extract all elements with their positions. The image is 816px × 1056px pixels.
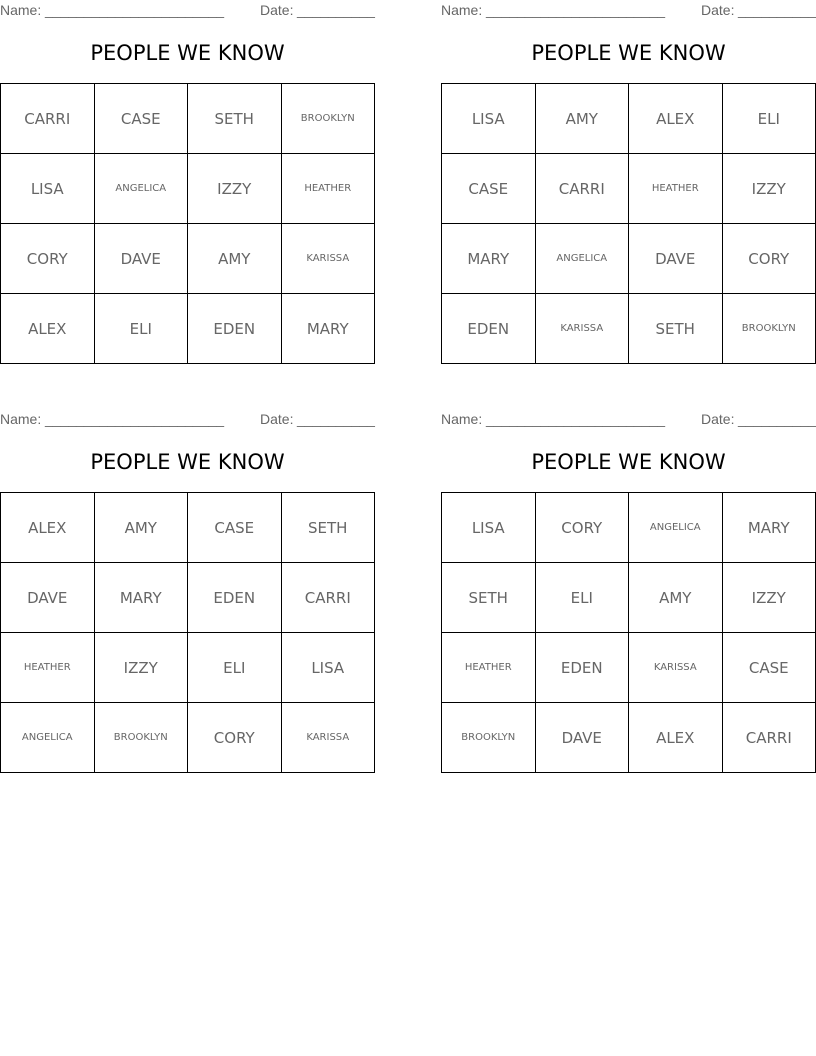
grid-cell[interactable]: KARISSA [535, 294, 629, 364]
grid-row [1, 224, 375, 294]
grid-cell[interactable]: CARRI [281, 563, 375, 633]
grid-cell[interactable]: CORY [722, 224, 816, 294]
grid-cell[interactable]: DAVE [94, 224, 188, 294]
grid-cell[interactable]: AMY [94, 493, 188, 563]
grid-row [442, 493, 816, 563]
grid-cell[interactable]: HEATHER [629, 154, 723, 224]
card-header [441, 2, 816, 20]
grid-cell[interactable]: EDEN [188, 294, 282, 364]
grid-cell[interactable]: ALEX [629, 84, 723, 154]
grid-cell[interactable]: BROOKLYN [722, 294, 816, 364]
date-label: Date: [260, 411, 294, 427]
grid-cell[interactable]: MARY [722, 493, 816, 563]
date-field[interactable]: __________ [738, 2, 816, 18]
grid-cell[interactable]: CARRI [722, 703, 816, 773]
grid-cell[interactable]: SETH [629, 294, 723, 364]
grid-cell[interactable]: SETH [188, 84, 282, 154]
name-field[interactable]: _______________________ [486, 411, 666, 427]
grid-cell[interactable]: CORY [188, 703, 282, 773]
grid-cell[interactable]: LISA [442, 84, 536, 154]
grid-cell[interactable]: SETH [442, 563, 536, 633]
grid-row [1, 154, 375, 224]
grid-cell[interactable]: LISA [1, 154, 95, 224]
name-label: Name: [441, 411, 483, 427]
grid-cell[interactable]: EDEN [535, 633, 629, 703]
bingo-grid [441, 83, 816, 364]
grid-cell[interactable]: KARISSA [281, 224, 375, 294]
grid-cell[interactable]: IZZY [722, 563, 816, 633]
name-field[interactable]: _______________________ [45, 2, 225, 18]
name-label: Name: [0, 2, 42, 18]
card-title: PEOPLE WE KNOW [531, 450, 726, 474]
grid-cell[interactable]: EDEN [442, 294, 536, 364]
grid-cell[interactable]: CASE [442, 154, 536, 224]
grid-cell[interactable]: CASE [188, 493, 282, 563]
grid-cell[interactable]: MARY [442, 224, 536, 294]
grid-row [1, 703, 375, 773]
grid-cell[interactable]: IZZY [722, 154, 816, 224]
date-field[interactable]: __________ [297, 411, 375, 427]
card-header [0, 2, 375, 20]
card-header [0, 411, 375, 429]
grid-row [1, 493, 375, 563]
grid-cell[interactable]: AMY [188, 224, 282, 294]
card-title: PEOPLE WE KNOW [531, 41, 726, 65]
name-label: Name: [0, 411, 42, 427]
grid-row [1, 563, 375, 633]
date-label: Date: [701, 411, 735, 427]
grid-row [442, 294, 816, 364]
grid-cell[interactable]: HEATHER [281, 154, 375, 224]
grid-cell[interactable]: ELI [535, 563, 629, 633]
grid-cell[interactable]: HEATHER [1, 633, 95, 703]
bingo-grid [0, 83, 375, 364]
card-header [441, 411, 816, 429]
grid-cell[interactable]: DAVE [535, 703, 629, 773]
grid-row [442, 154, 816, 224]
grid-cell[interactable]: ANGELICA [1, 703, 95, 773]
bingo-grid [0, 492, 375, 773]
grid-cell[interactable]: LISA [281, 633, 375, 703]
grid-cell[interactable]: CARRI [535, 154, 629, 224]
grid-cell[interactable]: MARY [94, 563, 188, 633]
grid-cell[interactable]: CORY [535, 493, 629, 563]
name-field[interactable]: _______________________ [45, 411, 225, 427]
grid-cell[interactable]: CASE [94, 84, 188, 154]
grid-row [1, 633, 375, 703]
grid-row [1, 294, 375, 364]
date-label: Date: [260, 2, 294, 18]
grid-cell[interactable]: ALEX [629, 703, 723, 773]
grid-cell[interactable]: ANGELICA [629, 493, 723, 563]
date-field[interactable]: __________ [738, 411, 816, 427]
date-label: Date: [701, 2, 735, 18]
grid-row [442, 224, 816, 294]
grid-cell[interactable]: ANGELICA [94, 154, 188, 224]
date-field[interactable]: __________ [297, 2, 375, 18]
grid-cell[interactable]: MARY [281, 294, 375, 364]
grid-row [442, 703, 816, 773]
grid-cell[interactable]: AMY [629, 563, 723, 633]
grid-cell[interactable]: BROOKLYN [281, 84, 375, 154]
name-label: Name: [441, 2, 483, 18]
grid-cell[interactable]: EDEN [188, 563, 282, 633]
grid-cell[interactable]: ALEX [1, 294, 95, 364]
grid-cell[interactable]: KARISSA [629, 633, 723, 703]
grid-cell[interactable]: LISA [442, 493, 536, 563]
grid-cell[interactable]: ALEX [1, 493, 95, 563]
grid-cell[interactable]: ELI [188, 633, 282, 703]
grid-row [442, 563, 816, 633]
grid-cell[interactable]: IZZY [188, 154, 282, 224]
grid-row [1, 84, 375, 154]
grid-cell[interactable]: BROOKLYN [442, 703, 536, 773]
bingo-grid [441, 492, 816, 773]
card-title: PEOPLE WE KNOW [90, 450, 285, 474]
grid-cell[interactable]: CASE [722, 633, 816, 703]
grid-cell[interactable]: CARRI [1, 84, 95, 154]
grid-cell[interactable]: HEATHER [442, 633, 536, 703]
name-field[interactable]: _______________________ [486, 2, 666, 18]
grid-cell[interactable]: KARISSA [281, 703, 375, 773]
card-title: PEOPLE WE KNOW [90, 41, 285, 65]
grid-row [442, 633, 816, 703]
grid-cell[interactable]: CORY [1, 224, 95, 294]
grid-cell[interactable]: DAVE [1, 563, 95, 633]
grid-cell[interactable]: DAVE [629, 224, 723, 294]
grid-cell[interactable]: SETH [281, 493, 375, 563]
grid-cell[interactable]: AMY [535, 84, 629, 154]
grid-cell[interactable]: BROOKLYN [94, 703, 188, 773]
grid-row [442, 84, 816, 154]
grid-cell[interactable]: ELI [94, 294, 188, 364]
grid-cell[interactable]: ANGELICA [535, 224, 629, 294]
grid-cell[interactable]: IZZY [94, 633, 188, 703]
grid-cell[interactable]: ELI [722, 84, 816, 154]
